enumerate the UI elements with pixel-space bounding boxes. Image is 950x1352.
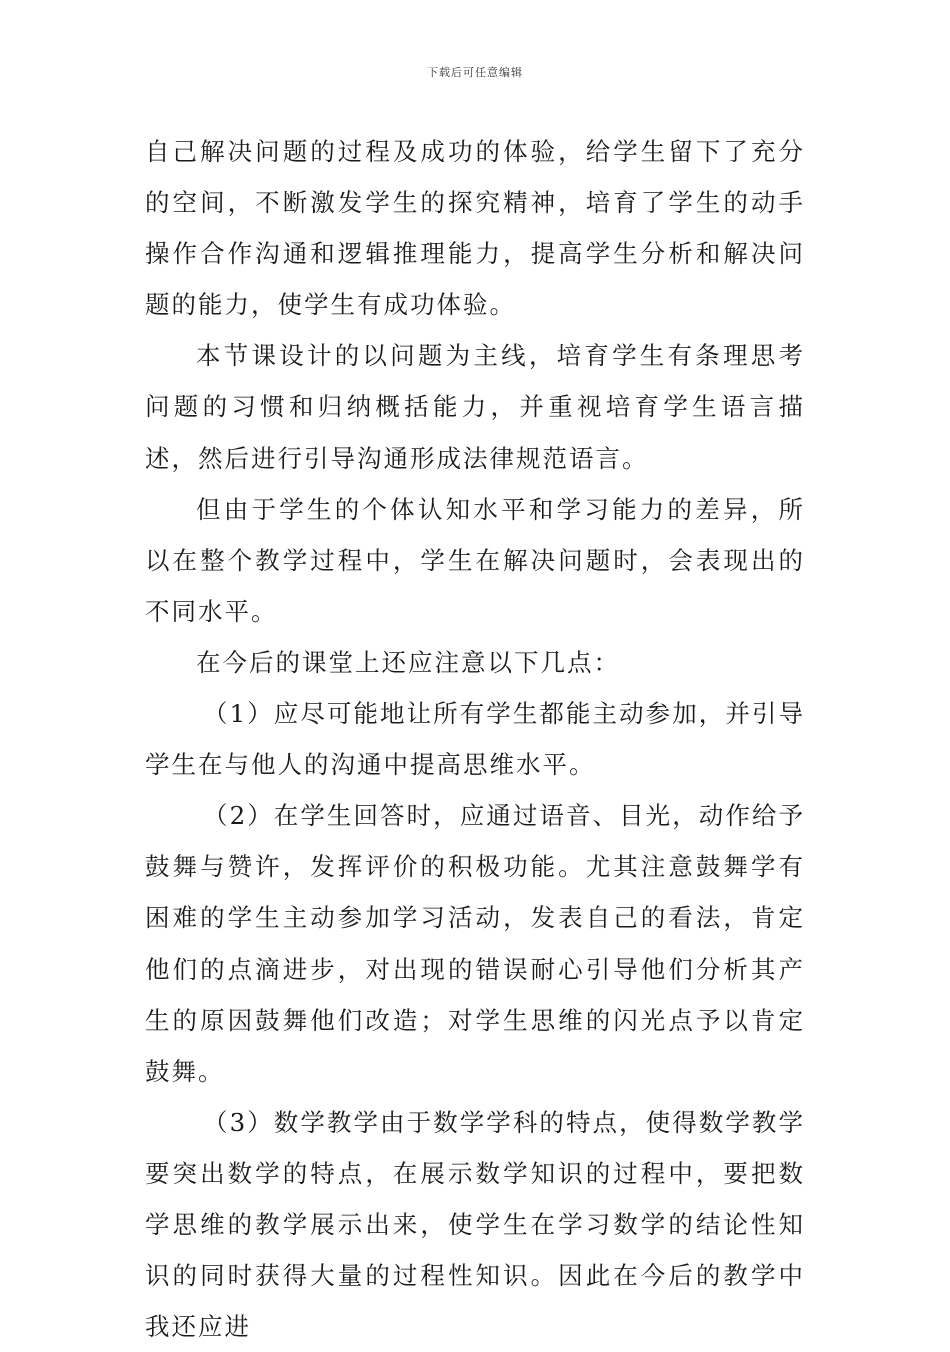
paragraph-2: 本节课设计的以问题为主线，培育学生有条理思考问题的习惯和归纳概括能力，并重视培育学生语言描述，然后进行引导沟通形成法律规范语言。 — [145, 341, 805, 473]
list-item-1: （1）应尽可能地让所有学生都能主动参加，并引导学生在与他人的沟通中提高思维水平。 — [145, 699, 805, 780]
document-body — [145, 126, 805, 1352]
paragraph-3: 但由于学生的个体认知水平和学习能力的差异，所以在整个教学过程中，学生在解决问题时，会表现出的不同水平。 — [145, 494, 805, 626]
list-item-2: （2）在学生回答时，应通过语音、目光，动作给予鼓舞与赞许，发挥评价的积极功能。尤其注意鼓舞学有困难的学生主动参加学习活动，发表自己的看法，肯定他们的点滴进步，对出现的错误耐心引导他们分析其产生的原因鼓舞他们改造；对学生思维的闪光点予以肯定鼓舞。 — [145, 801, 805, 1086]
paragraph-1: 自己解决问题的过程及成功的体验，给学生留下了充分的空间，不断激发学生的探究精神，培育了学生的动手操作合作沟通和逻辑推理能力，提高学生分析和解决问题的能力，使学生有成功体验。 — [145, 137, 805, 320]
list-item-3: （3）数学教学由于数学学科的特点，使得数学教学要突出数学的特点，在展示数学知识的过程中，要把数学思维的教学展示出来，使学生在学习数学的结论性知识的同时获得大量的过程性知识。因此在今后的教学中我还应进 — [145, 1107, 805, 1342]
page-header: 下载后可任意编辑 — [427, 66, 523, 79]
paragraph-4: 在今后的课堂上还应注意以下几点： — [196, 647, 620, 677]
